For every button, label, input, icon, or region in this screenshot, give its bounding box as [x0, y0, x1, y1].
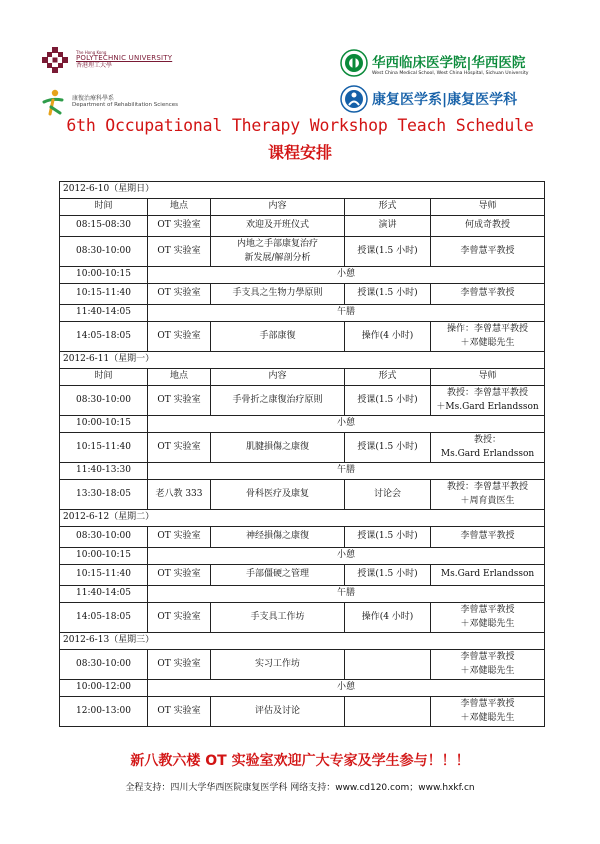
tutor-line: 李曾慧平教授 — [460, 699, 515, 710]
time-cell: 10:15-11:40 — [60, 433, 148, 463]
column-header: 地点 — [148, 369, 211, 386]
tutor-line: 教授：李曾慧平教授 — [447, 482, 529, 493]
west-china-logo — [340, 48, 560, 78]
break-label: 小憩 — [148, 680, 545, 697]
time-cell: 08:30-10:00 — [60, 237, 148, 267]
tutor-line: ＋邓健聪先生 — [460, 665, 515, 676]
break-row — [60, 680, 545, 697]
content-cell — [211, 565, 345, 586]
time-cell: 08:15-08:30 — [60, 216, 148, 237]
session-row — [60, 650, 545, 680]
content-cell — [211, 216, 345, 237]
place-cell: OT 实验室 — [148, 322, 211, 352]
time-cell: 10:00-10:15 — [60, 548, 148, 565]
time-cell: 11:40-13:30 — [60, 463, 148, 480]
tutor-cell — [431, 697, 545, 727]
time-cell: 10:00-12:00 — [60, 680, 148, 697]
tutor-cell — [431, 216, 545, 237]
place-cell: OT 实验室 — [148, 433, 211, 463]
place-cell: OT 实验室 — [148, 697, 211, 727]
format-cell: 授课(1.5 小时) — [345, 237, 431, 267]
schedule-body — [60, 182, 545, 727]
schedule-table — [59, 181, 545, 727]
time-cell: 08:30-10:00 — [60, 650, 148, 680]
format-cell: 操作(4 小时) — [345, 603, 431, 633]
break-label: 小憩 — [148, 416, 545, 433]
content-line: 神经損傷之康復 — [245, 531, 309, 542]
tutor-cell — [431, 565, 545, 586]
time-cell: 10:15-11:40 — [60, 284, 148, 305]
tutor-line: Ms.Gard Erlandsson — [440, 448, 535, 459]
time-cell: 12:00-13:00 — [60, 697, 148, 727]
right-logos — [340, 48, 560, 114]
tutor-cell — [431, 284, 545, 305]
date-cell: 2012-6-10（星期日） — [60, 182, 545, 199]
rehab-dept-cn: 康復治療科學系 — [72, 95, 115, 103]
break-label: 小憩 — [148, 267, 545, 284]
place-cell: OT 实验室 — [148, 216, 211, 237]
break-row — [60, 548, 545, 565]
format-cell: 授课(1.5 小时) — [345, 284, 431, 305]
content-line: 肌腱損傷之康復 — [245, 441, 309, 452]
rehab-figure-icon — [40, 88, 66, 116]
place-cell: 老八教 333 — [148, 480, 211, 510]
date-cell: 2012-6-11（星期一） — [60, 352, 545, 369]
content-cell — [211, 284, 345, 305]
polyu-logo — [40, 42, 210, 78]
column-header: 形式 — [345, 369, 431, 386]
session-row — [60, 603, 545, 633]
tutor-line: 李曾慧平教授 — [460, 652, 515, 663]
column-header: 内容 — [211, 369, 345, 386]
break-row — [60, 267, 545, 284]
west-china-emblem-icon — [340, 49, 368, 77]
content-line: 手部僵硬之管理 — [245, 569, 309, 580]
content-cell — [211, 527, 345, 548]
time-cell: 10:15-11:40 — [60, 565, 148, 586]
tutor-line: ＋邓健聪先生 — [460, 712, 515, 723]
format-cell: 操作(4 小时) — [345, 322, 431, 352]
time-cell: 14:05-18:05 — [60, 603, 148, 633]
content-line: 实习工作坊 — [254, 658, 300, 669]
break-label: 午膳 — [148, 586, 545, 603]
format-cell: 授课(1.5 小时) — [345, 386, 431, 416]
date-row — [60, 633, 545, 650]
column-header: 时间 — [60, 199, 148, 216]
footer-credit: 全程支持：四川大学华西医院康复医学科 网络支持：www.cd120.com；www.hxkf.cn — [125, 783, 475, 793]
polyu-line3: 香港理工大學 — [76, 61, 113, 69]
west-china-subtitle: West China Medical School, West China Hospital, Sichuan University — [372, 70, 529, 76]
header-row — [60, 369, 545, 386]
column-header: 导师 — [431, 199, 545, 216]
format-cell: 讨论会 — [345, 480, 431, 510]
rehab-faculty-emblem-icon — [340, 85, 368, 113]
format-cell: 授课(1.5 小时) — [345, 565, 431, 586]
content-cell — [211, 386, 345, 416]
tutor-cell — [431, 527, 545, 548]
content-cell — [211, 650, 345, 680]
content-cell — [211, 697, 345, 727]
tutor-line: Ms.Gard Erlandsson — [440, 569, 535, 580]
left-logos — [40, 42, 210, 116]
content-line: 手骨折之康復治疗原則 — [232, 394, 323, 405]
page-title-cn: 课程安排 — [267, 143, 332, 162]
content-line: 骨科医疗及康复 — [245, 488, 309, 499]
tutor-line: 李曾慧平教授 — [460, 288, 515, 299]
date-cell: 2012-6-12（星期二） — [60, 510, 545, 527]
time-cell: 11:40-14:05 — [60, 586, 148, 603]
place-cell: OT 实验室 — [148, 650, 211, 680]
date-row — [60, 182, 545, 199]
footer-invite: 新八教六楼 OT 实验室欢迎广大专家及学生参与！！！ — [130, 753, 470, 769]
content-cell — [211, 480, 345, 510]
format-cell: 授课(1.5 小时) — [345, 433, 431, 463]
tutor-cell — [431, 386, 545, 416]
tutor-cell — [431, 433, 545, 463]
place-cell: OT 实验室 — [148, 284, 211, 305]
place-cell: OT 实验室 — [148, 237, 211, 267]
tutor-line: 何成奇教授 — [465, 220, 511, 231]
format-cell: 演讲 — [345, 216, 431, 237]
time-cell: 14:05-18:05 — [60, 322, 148, 352]
content-line: 欢迎及开班仪式 — [245, 220, 309, 231]
time-cell: 10:00-10:15 — [60, 267, 148, 284]
tutor-cell — [431, 650, 545, 680]
place-cell: OT 实验室 — [148, 565, 211, 586]
rehab-faculty-logo — [340, 84, 560, 114]
session-row — [60, 565, 545, 586]
rehab-dept-en: Department of Rehabilitation Sciences — [72, 102, 178, 109]
date-row — [60, 510, 545, 527]
break-row — [60, 416, 545, 433]
column-header: 导师 — [431, 369, 545, 386]
content-cell — [211, 603, 345, 633]
break-label: 午膳 — [148, 305, 545, 322]
content-cell — [211, 322, 345, 352]
break-row — [60, 586, 545, 603]
content-line: 手支具工作坊 — [250, 611, 305, 622]
tutor-cell — [431, 322, 545, 352]
header-row — [60, 199, 545, 216]
break-label: 小憩 — [148, 548, 545, 565]
tutor-line: 李曾慧平教授 — [460, 605, 515, 616]
tutor-cell — [431, 480, 545, 510]
session-row — [60, 216, 545, 237]
date-cell: 2012-6-13（星期三） — [60, 633, 545, 650]
time-cell: 11:40-14:05 — [60, 305, 148, 322]
session-row — [60, 697, 545, 727]
tutor-line: 教授：李曾慧平教授 — [447, 388, 529, 399]
polyu-line2: POLYTECHNIC UNIVERSITY — [76, 54, 173, 63]
tutor-line: 教授： — [474, 435, 502, 446]
session-row — [60, 480, 545, 510]
tutor-cell — [431, 237, 545, 267]
tutor-line: ＋周育貴医生 — [460, 495, 515, 506]
content-line: 手部康復 — [259, 330, 296, 341]
session-row — [60, 527, 545, 548]
time-cell: 08:30-10:00 — [60, 386, 148, 416]
content-line: 手支具之生物力學原則 — [232, 288, 323, 299]
content-line: 新发展/解剖分析 — [244, 252, 311, 263]
time-cell: 10:00-10:15 — [60, 416, 148, 433]
place-cell: OT 实验室 — [148, 527, 211, 548]
content-line: 评估及讨论 — [254, 705, 300, 716]
tutor-line: 李曾慧平教授 — [460, 245, 515, 256]
page-title-en: 6th Occupational Therapy Workshop Teach Schedule — [66, 116, 534, 135]
date-row — [60, 352, 545, 369]
column-header: 内容 — [211, 199, 345, 216]
time-cell: 08:30-10:00 — [60, 527, 148, 548]
polyu-emblem-icon — [40, 45, 70, 75]
format-cell — [345, 650, 431, 680]
break-row — [60, 305, 545, 322]
tutor-line: 操作：李曾慧平教授 — [447, 324, 529, 335]
column-header: 地点 — [148, 199, 211, 216]
place-cell: OT 实验室 — [148, 386, 211, 416]
session-row — [60, 433, 545, 463]
tutor-line: ＋Ms.Gard Erlandsson — [436, 401, 539, 412]
session-row — [60, 237, 545, 267]
session-row — [60, 386, 545, 416]
session-row — [60, 284, 545, 305]
tutor-line: ＋邓健聪先生 — [460, 337, 515, 348]
format-cell: 授课(1.5 小时) — [345, 527, 431, 548]
content-line: 内地之手部康复治疗 — [236, 239, 318, 250]
session-row — [60, 322, 545, 352]
tutor-line: ＋邓健聪先生 — [460, 618, 515, 629]
content-cell — [211, 237, 345, 267]
tutor-line: 李曾慧平教授 — [460, 531, 515, 542]
column-header: 时间 — [60, 369, 148, 386]
column-header: 形式 — [345, 199, 431, 216]
rehab-dept-logo — [40, 88, 210, 116]
rehab-faculty-title: 康复医学系|康复医学科 — [372, 92, 518, 108]
tutor-cell — [431, 603, 545, 633]
break-label: 午膳 — [148, 463, 545, 480]
break-row — [60, 463, 545, 480]
polyu-line1: The Hong Kong — [76, 49, 107, 55]
time-cell: 13:30-18:05 — [60, 480, 148, 510]
content-cell — [211, 433, 345, 463]
place-cell: OT 实验室 — [148, 603, 211, 633]
west-china-title: 华西临床医学院|华西医院 — [372, 54, 526, 71]
format-cell — [345, 697, 431, 727]
